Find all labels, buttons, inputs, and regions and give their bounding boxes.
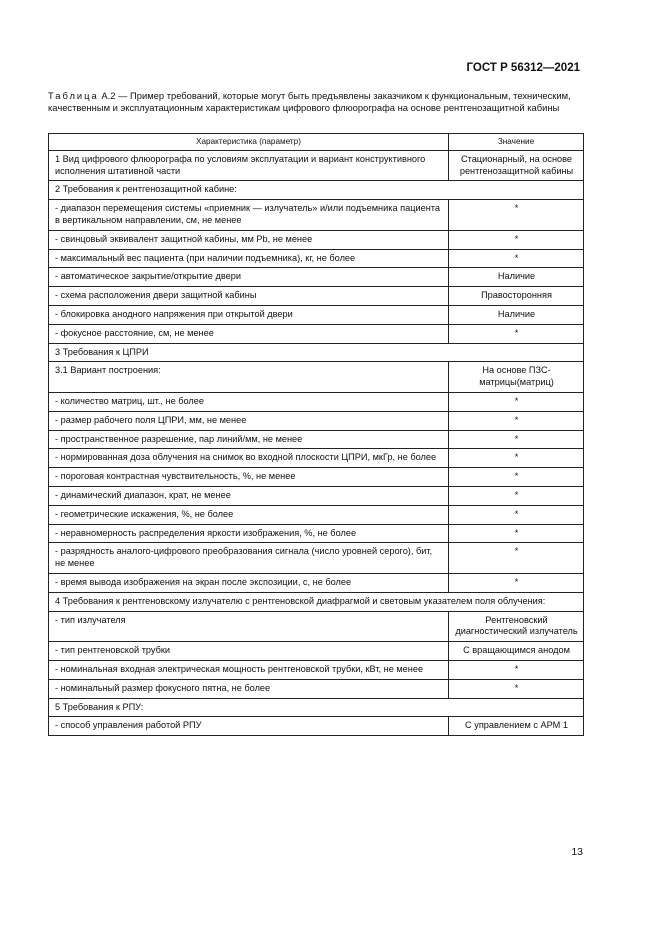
parameter-cell: - свинцовый эквивалент защитной кабины, мм Pb, не менее: [49, 230, 449, 249]
table-row: [49, 679, 584, 698]
table-row: [49, 717, 584, 736]
value-cell: *: [449, 573, 584, 592]
table-row: [49, 268, 584, 287]
value-cell: *: [449, 468, 584, 487]
column-header-value: Значение: [449, 134, 584, 151]
table-row: [49, 249, 584, 268]
value-cell: Наличие: [449, 268, 584, 287]
table-row: [49, 611, 584, 642]
table-row: [49, 505, 584, 524]
value-cell: *: [449, 524, 584, 543]
parameter-cell: - пространственное разрешение, пар линий/мм, не менее: [49, 430, 449, 449]
section-heading-cell: 2 Требования к рентгенозащитной кабине:: [49, 181, 584, 200]
document-number: ГОСТ Р 56312—2021: [466, 62, 580, 74]
table-row: [49, 543, 584, 574]
table-row: [49, 287, 584, 306]
parameter-cell: - фокусное расстояние, см, не менее: [49, 324, 449, 343]
value-cell: *: [449, 449, 584, 468]
table-row: [49, 524, 584, 543]
value-cell: *: [449, 230, 584, 249]
parameter-cell: - диапазон перемещения системы «приемник — излучатель» и/или подъемника пациента в вертикальном направлении, см, не менее: [49, 200, 449, 231]
column-header-parameter: Характеристика (параметр): [49, 134, 449, 151]
parameter-cell: - динамический диапазон, крат, не менее: [49, 486, 449, 505]
table-row: [49, 411, 584, 430]
parameter-cell: - автоматическое закрытие/открытие двери: [49, 268, 449, 287]
parameter-cell: - номинальная входная электрическая мощность рентгеновской трубки, кВт, не менее: [49, 660, 449, 679]
value-cell: *: [449, 505, 584, 524]
value-cell: *: [449, 430, 584, 449]
value-cell: *: [449, 660, 584, 679]
table-row: [49, 324, 584, 343]
table-row: [49, 573, 584, 592]
value-cell: *: [449, 249, 584, 268]
section-heading-cell: 3 Требования к ЦПРИ: [49, 343, 584, 362]
table-row: [49, 698, 584, 717]
caption-label: Таблица: [48, 90, 99, 101]
value-cell: *: [449, 486, 584, 505]
table-row: [49, 343, 584, 362]
value-cell: *: [449, 411, 584, 430]
value-cell: *: [449, 679, 584, 698]
value-cell: На основе ПЗС-матрицы(матриц): [449, 362, 584, 393]
table-row: [49, 362, 584, 393]
value-cell: Стационарный, на основе рентгенозащитной кабины: [449, 150, 584, 181]
table-row: [49, 430, 584, 449]
value-cell: *: [449, 200, 584, 231]
caption-text: А.2 — Пример требований, которые могут быть предъявлены заказчиком к функциональным, техническим, качественным и эксплуатационным характеристикам цифрового флюорографа на основе рентгенозащитной кабины: [48, 90, 571, 114]
value-cell: Наличие: [449, 305, 584, 324]
table-row: [49, 592, 584, 611]
parameter-cell: - схема расположения двери защитной кабины: [49, 287, 449, 306]
value-cell: Рентгеновский диагностический излучатель: [449, 611, 584, 642]
table-row: [49, 230, 584, 249]
section-heading-cell: 5 Требования к РПУ:: [49, 698, 584, 717]
parameter-cell: - тип рентгеновской трубки: [49, 642, 449, 661]
table-row: [49, 181, 584, 200]
table-header-row: [49, 134, 584, 151]
parameter-cell: - размер рабочего поля ЦПРИ, мм, не менее: [49, 411, 449, 430]
section-heading-cell: 4 Требования к рентгеновскому излучателю с рентгеновской диафрагмой и световым указателем поля облучения:: [49, 592, 584, 611]
parameter-cell: 1 Вид цифрового флюорографа по условиям эксплуатации и вариант конструктивного исполнения штативной части: [49, 150, 449, 181]
value-cell: С управлением с АРМ 1: [449, 717, 584, 736]
parameter-cell: - пороговая контрастная чувствительность, %, не менее: [49, 468, 449, 487]
table-caption: [48, 90, 588, 115]
parameter-cell: - количество матриц, шт., не более: [49, 392, 449, 411]
parameter-cell: - номинальный размер фокусного пятна, не более: [49, 679, 449, 698]
table-row: [49, 449, 584, 468]
parameter-cell: - блокировка анодного напряжения при открытой двери: [49, 305, 449, 324]
table-row: [49, 660, 584, 679]
table-row: [49, 305, 584, 324]
parameter-cell: - тип излучателя: [49, 611, 449, 642]
parameter-cell: - геометрические искажения, %, не более: [49, 505, 449, 524]
parameter-cell: - нормированная доза облучения на снимок во входной плоскости ЦПРИ, мкГр, не более: [49, 449, 449, 468]
requirements-table: [48, 133, 584, 736]
parameter-cell: - максимальный вес пациента (при наличии подъемника), кг, не более: [49, 249, 449, 268]
parameter-cell: - время вывода изображения на экран после экспозиции, с, не более: [49, 573, 449, 592]
parameter-cell: - неравномерность распределения яркости изображения, %, не более: [49, 524, 449, 543]
table-row: [49, 642, 584, 661]
table-row: [49, 200, 584, 231]
value-cell: *: [449, 392, 584, 411]
parameter-cell: - способ управления работой РПУ: [49, 717, 449, 736]
table-row: [49, 468, 584, 487]
table-row: [49, 392, 584, 411]
value-cell: *: [449, 543, 584, 574]
table-row: [49, 486, 584, 505]
parameter-cell: 3.1 Вариант построения:: [49, 362, 449, 393]
page-number: 13: [571, 846, 583, 858]
table-body: [49, 150, 584, 735]
value-cell: Правосторонняя: [449, 287, 584, 306]
parameter-cell: - разрядность аналого-цифрового преобразования сигнала (число уровней серого), бит, не менее: [49, 543, 449, 574]
value-cell: *: [449, 324, 584, 343]
value-cell: С вращающимся анодом: [449, 642, 584, 661]
table-row: [49, 150, 584, 181]
